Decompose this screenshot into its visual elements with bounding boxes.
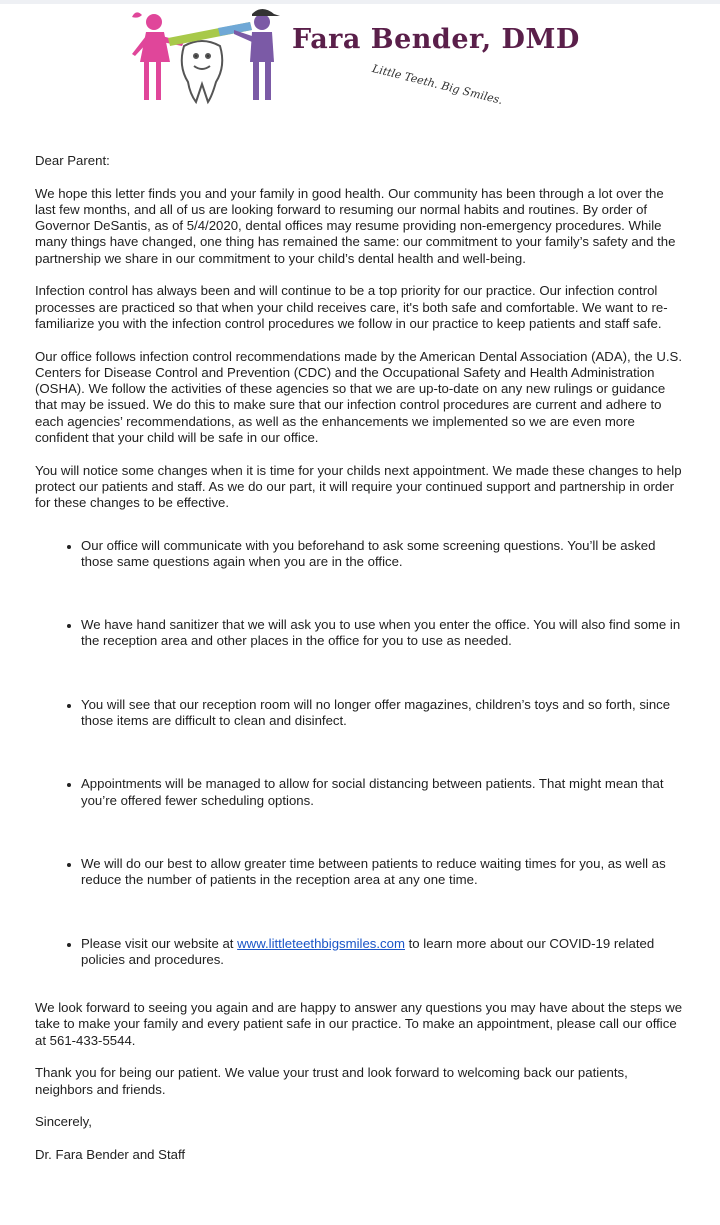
boy-figure [234,9,280,100]
paragraph: Our office follows infection control recommendations made by the American Dental Association (ADA), the U.S. Centers for Disease Control and Prevention (CDC) and the Occupational Safety and Health Administration (OSHA). We follow the activities of these agencies so that we are up-to-date on any new rulings or guidance that may be issued. We do this to make sure that our infection control procedures are current and adhere to each agencies’ recommendations, as well as the enhancements we implemented so we are even more confident that your child will be safe in our office. [35,348,682,446]
girl-figure [132,12,184,100]
bullet-text: Appointments will be managed to allow for social distancing between patients. That might mean that you’re offered fewer scheduling options. [81,776,664,808]
list-item [35,538,687,571]
paragraph: We look forward to seeing you again and are happy to answer any questions you may have about the steps we take to make your family and every patient safe in our practice. To make an appointment, please call our office at 561-433-5544. [35,1000,683,1048]
bullet-dot-icon [67,783,71,787]
paragraph: We hope this letter finds you and your family in good health. Our community has been through a lot over the last few months, and all of us are looking forward to resuming our normal habits and routines. By order of Governor DeSantis, as of 5/4/2020, dental offices may resume providing non-emergency procedures. While many things have changed, one thing has remained the same: our commitment to your family’s safety and the partnership we share in our commitment to your child’s dental health and well-being. [35,185,676,266]
paragraph: You will notice some changes when it is time for your childs next appointment. We made these changes to help protect our patients and staff. As we do our part, it will require your continued support and partnership in order for these changes to be effective. [35,462,682,511]
bullet-dot-icon [67,624,71,628]
logo-illustration [122,0,282,110]
greeting: Dear Parent: [35,153,110,168]
bullet-dot-icon [67,545,71,549]
bullet-text: Our office will communicate with you beforehand to ask some screening questions. You’ll be asked those same questions again when you are in the office. [81,537,656,569]
letterhead [0,0,720,110]
tooth-character [182,41,223,102]
list-item [35,617,687,650]
website-bullet-after: to learn more about our COVID-19 related policies and procedures. [81,935,655,967]
letter-body [35,153,687,1179]
website-link[interactable]: www.littleteethbigsmiles.com [237,935,405,951]
bullet-dot-icon [67,704,71,708]
signature: Dr. Fara Bender and Staff [35,1146,186,1162]
website-bullet-before: Please visit our website at [81,935,238,951]
list-item [35,856,687,889]
tagline: Little Teeth. Big Smiles. [370,62,505,108]
list-item [35,936,687,969]
bullet-dot-icon [67,943,71,947]
list-item [35,776,687,809]
signoff: Sincerely, [35,1114,92,1130]
bullet-text: We have hand sanitizer that we will ask you to use when you enter the office. You will also find some in the reception area and other places in the office for you to use as needed. [81,617,681,649]
bullet-dot-icon [67,863,71,867]
bullet-text: We will do our best to allow greater time between patients to reduce waiting times for you, as well as reduce the number of patients in the reception area at any one time. [81,855,666,888]
bullet-text: You will see that our reception room will no longer offer magazines, children’s toys and so forth, since those items are difficult to clean and disinfect. [81,696,671,729]
list-item [35,697,687,730]
paragraph: Infection control has always been and will continue to be a top priority for our practice. Our infection control processes are practiced so that when your child receives care, it's both safe and comfortable. We want to re-familiarize you with the infection control procedures we follow in our practice to keep patients and staff safe. [35,283,668,331]
paragraph: Thank you for being our patient. We value your trust and look forward to welcoming back our patients, neighbors and friends. [35,1065,628,1097]
bullet-list [35,538,687,969]
practice-name: Fara Bender, DMD [292,24,580,55]
